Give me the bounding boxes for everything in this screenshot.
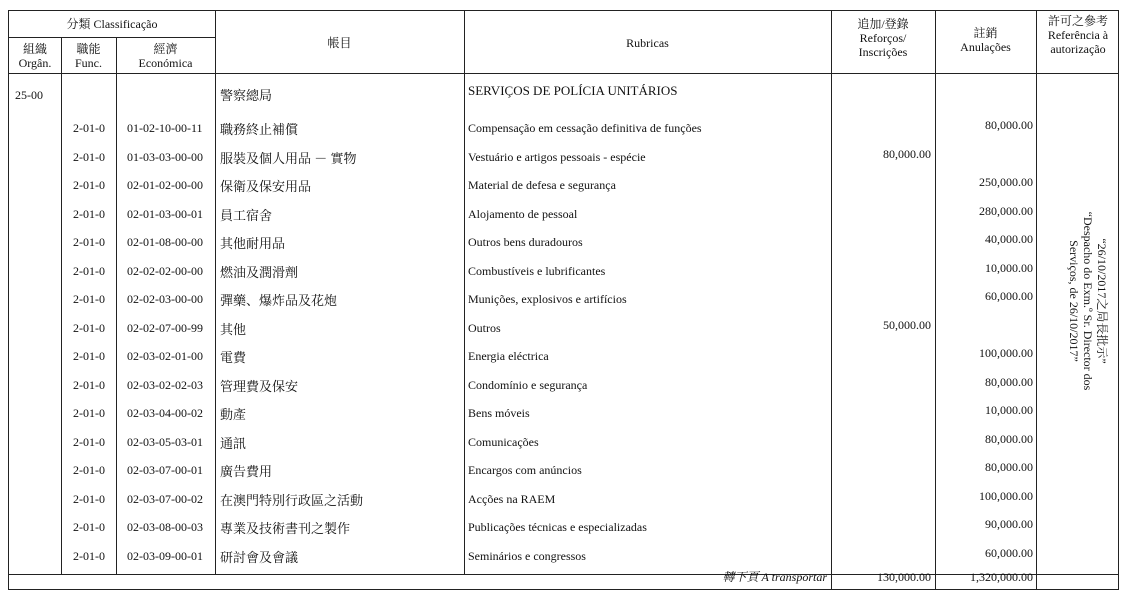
row-rubrica-zh: 保衛及保安用品 [220, 179, 312, 194]
row-rubrica-pt: Energia eléctrica [468, 349, 549, 363]
row-func: 2-01-0 [73, 406, 105, 420]
row-econ: 02-03-02-01-00 [127, 349, 203, 363]
divider [464, 11, 465, 574]
row-rubrica-pt: Outros [468, 320, 501, 335]
row-rubrica-pt: Munições, explosivos e artifícios [468, 292, 627, 306]
row-func: 2-01-0 [73, 520, 105, 534]
total-anulacoes: 1,320,000.00 [970, 570, 1033, 584]
row-rubrica-zh: 管理費及保安 [220, 378, 299, 394]
row-econ: 02-03-07-00-02 [127, 491, 203, 506]
authorization-reference: “26/10/2017之局長批示” “Despacho do Exm.º Sr. Director dos Serviços, de 26/10/2017” [1067, 211, 1109, 391]
header-org: 組織 Orgân. [18, 42, 52, 70]
total-reforcos: 130,000.00 [877, 570, 931, 584]
row-rubrica-pt: Acções na RAEM [468, 491, 556, 506]
row-anulacoes: 100,000.00 [979, 346, 1033, 360]
row-anulacoes: 90,000.00 [985, 517, 1033, 531]
row-func: 2-01-0 [73, 149, 105, 164]
row-econ: 02-03-09-00-01 [127, 548, 203, 563]
budget-table [8, 10, 1119, 590]
row-econ: 01-02-10-00-11 [127, 121, 203, 135]
row-func: 2-01-0 [73, 235, 105, 249]
row-func: 2-01-0 [73, 349, 105, 363]
row-rubrica-pt: Condomínio e segurança [468, 377, 588, 392]
row-func: 2-01-0 [73, 121, 105, 135]
row-func: 2-01-0 [73, 463, 105, 477]
header-referencia: 許可之參考 Referência à autorização [1047, 14, 1109, 56]
row-rubrica-zh: 員工宿舍 [220, 207, 273, 223]
row-rubrica-pt: Publicações técnicas e especializadas [468, 520, 647, 534]
row-rubrica-pt: Alojamento de pessoal [468, 206, 578, 221]
header-econ: 經濟 Económica [138, 42, 193, 70]
row-func: 2-01-0 [73, 178, 105, 192]
row-econ: 01-03-03-00-00 [127, 149, 203, 164]
header-anulacoes: 註銷 Anulações [960, 26, 1011, 54]
row-reforcos: 80,000.00 [883, 146, 931, 161]
row-anulacoes: 80,000.00 [985, 431, 1033, 446]
row-anulacoes: 250,000.00 [979, 175, 1033, 189]
row-func: 2-01-0 [73, 377, 105, 392]
header-func: 職能 Func. [75, 42, 102, 70]
row-anulacoes: 80,000.00 [985, 118, 1033, 132]
row-anulacoes: 280,000.00 [979, 203, 1033, 218]
row-anulacoes: 80,000.00 [985, 460, 1033, 474]
row-reforcos: 50,000.00 [883, 317, 931, 332]
transport-label: 轉下頁 A transportar [722, 570, 827, 584]
organ-title-zh: 警察總局 [220, 88, 273, 103]
row-rubrica-zh: 服裝及個人用品 － 實物 [220, 150, 357, 166]
row-econ: 02-01-02-00-00 [127, 178, 203, 192]
row-rubrica-pt: Vestuário e artigos pessoais - espécie [468, 149, 646, 164]
row-econ: 02-02-07-00-99 [127, 320, 203, 335]
row-func: 2-01-0 [73, 548, 105, 563]
row-econ: 02-03-07-00-01 [127, 463, 203, 477]
row-rubrica-pt: Comunicações [468, 434, 539, 449]
row-func: 2-01-0 [73, 434, 105, 449]
organ-code: 25-00 [15, 88, 43, 102]
row-rubrica-pt: Outros bens duradouros [468, 235, 583, 249]
row-func: 2-01-0 [73, 292, 105, 306]
divider [831, 11, 832, 589]
row-rubrica-zh: 彈藥、爆炸品及花炮 [220, 293, 338, 308]
row-anulacoes: 60,000.00 [985, 545, 1033, 560]
row-rubrica-zh: 電費 [220, 350, 247, 365]
row-econ: 02-03-08-00-03 [127, 520, 203, 534]
row-rubrica-zh: 職務終止補償 [220, 122, 299, 137]
row-rubrica-zh: 研討會及會議 [220, 549, 299, 565]
divider [61, 38, 62, 574]
row-func: 2-01-0 [73, 206, 105, 221]
header-classificacao: 分類 Classificação [66, 17, 158, 31]
row-func: 2-01-0 [73, 491, 105, 506]
row-anulacoes: 60,000.00 [985, 289, 1033, 303]
row-rubrica-zh: 廣告費用 [220, 464, 273, 479]
row-rubrica-zh: 在澳門特別行政區之活動 [220, 492, 364, 508]
row-anulacoes: 100,000.00 [979, 488, 1033, 503]
row-rubrica-zh: 專業及技術書刊之製作 [220, 521, 351, 536]
organ-title-pt: SERVIÇOS DE POLÍCIA UNITÁRIOS [468, 83, 678, 98]
row-rubrica-zh: 通訊 [220, 435, 247, 451]
row-anulacoes: 40,000.00 [985, 232, 1033, 246]
header-reforcos: 追加/登錄 Reforços/ Inscrições [857, 17, 909, 59]
divider [9, 73, 1119, 74]
row-econ: 02-01-08-00-00 [127, 235, 203, 249]
row-func: 2-01-0 [73, 320, 105, 335]
row-rubrica-pt: Material de defesa e segurança [468, 178, 616, 192]
row-rubrica-pt: Combustíveis e lubrificantes [468, 263, 606, 278]
row-rubrica-pt: Encargos com anúncios [468, 463, 582, 477]
row-econ: 02-02-02-00-00 [127, 263, 203, 278]
row-anulacoes: 80,000.00 [985, 374, 1033, 389]
row-econ: 02-01-03-00-01 [127, 206, 203, 221]
header-rubrica-zh: 帳目 [327, 36, 352, 50]
row-rubrica-pt: Seminários e congressos [468, 548, 586, 563]
row-rubrica-zh: 其他 [220, 321, 247, 337]
row-func: 2-01-0 [73, 263, 105, 278]
divider [116, 38, 117, 574]
divider [215, 11, 216, 574]
row-econ: 02-02-03-00-00 [127, 292, 203, 306]
divider [9, 37, 215, 38]
row-econ: 02-03-05-03-01 [127, 434, 203, 449]
row-econ: 02-03-02-02-03 [127, 377, 203, 392]
divider [1036, 11, 1037, 589]
row-rubrica-zh: 燃油及潤滑劑 [220, 264, 299, 280]
row-rubrica-zh: 其他耐用品 [220, 236, 286, 251]
row-anulacoes: 10,000.00 [985, 260, 1033, 275]
row-rubrica-pt: Bens móveis [468, 406, 530, 420]
row-rubrica-pt: Compensação em cessação definitiva de funções [468, 121, 702, 135]
row-anulacoes: 10,000.00 [985, 403, 1033, 417]
row-rubrica-zh: 動產 [220, 407, 247, 422]
header-rubrica-pt: Rubricas [626, 36, 669, 50]
row-econ: 02-03-04-00-02 [127, 406, 203, 420]
